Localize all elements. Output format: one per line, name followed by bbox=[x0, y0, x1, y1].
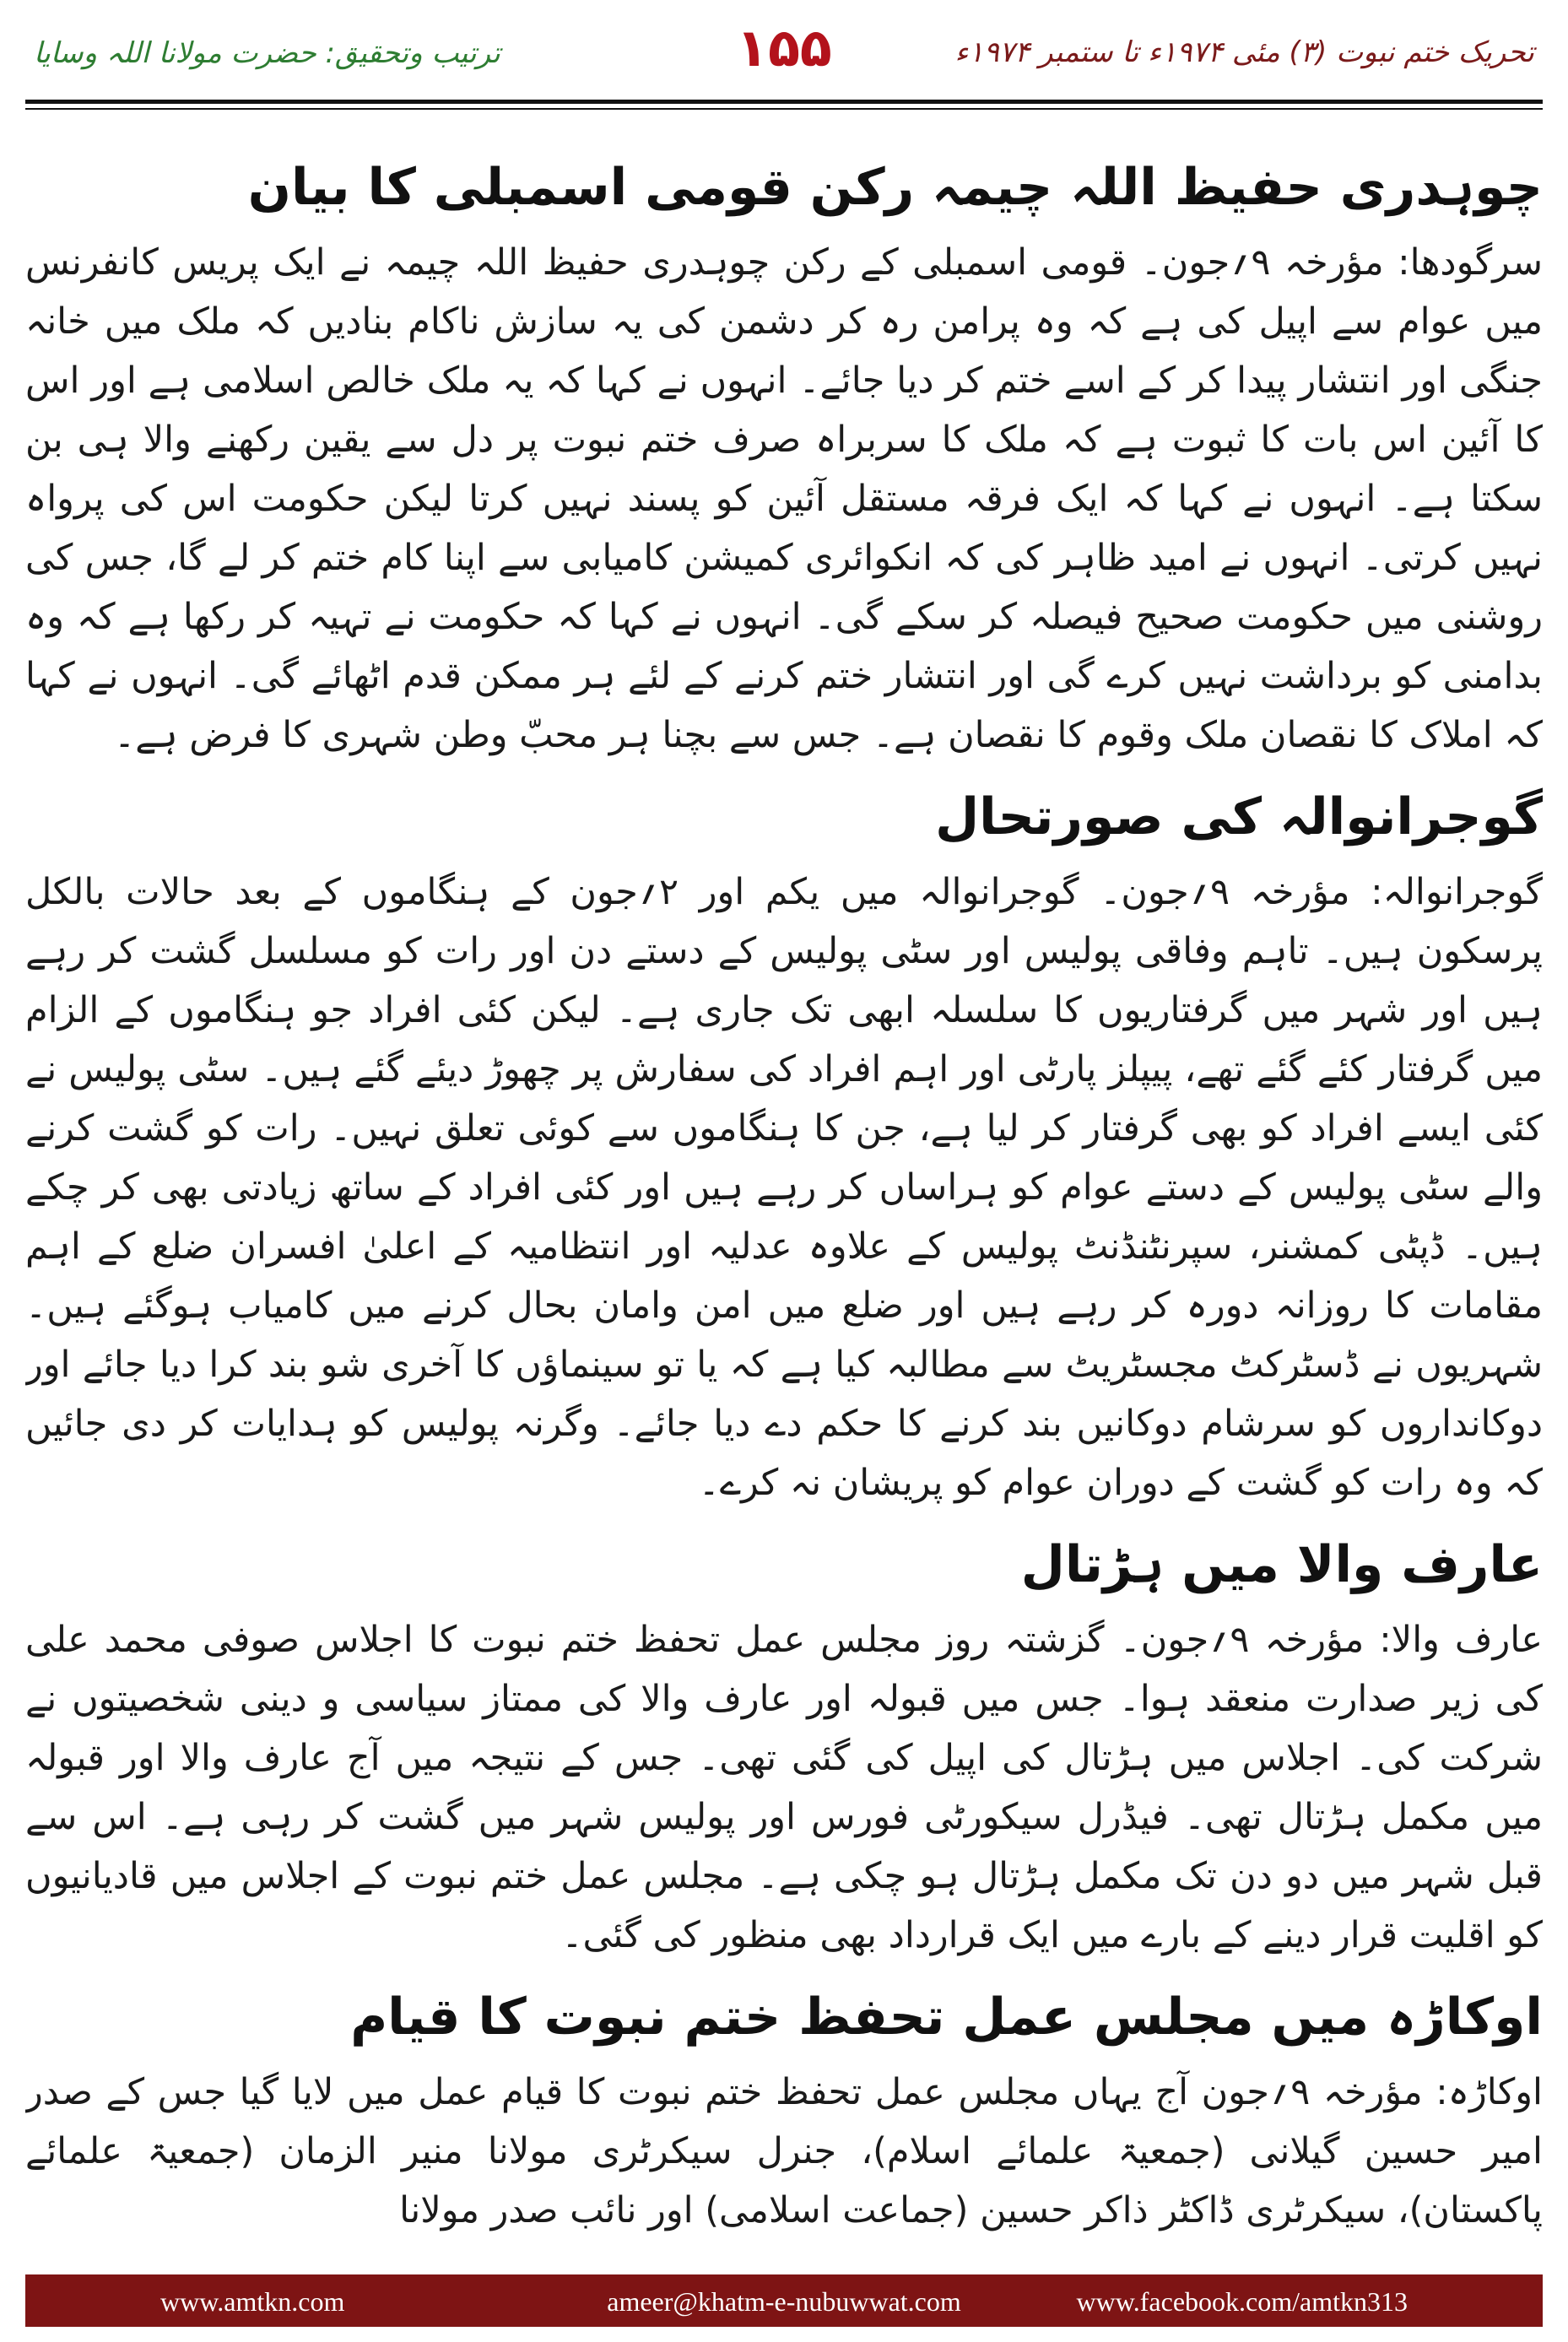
section-heading-okara: اوکاڑہ میں مجلس عمل تحفظ ختم نبوت کا قیام bbox=[350, 1988, 1543, 2047]
header-rule-thin bbox=[25, 108, 1543, 110]
section-paragraph: عارف والا: مؤرخہ ۹؍جون۔ گزشتہ روز مجلس عمل تحفظ ختم نبوت کا اجلاس صوفی محمد علی کی زیر صدارت منعقد ہوا۔ جس میں قبولہ اور عارف والا کی ممتاز سیاسی و دینی شخصیتوں نے شرکت کی۔ اجلاس میں ہڑتال کی اپیل کی گئی تھی۔ جس کے نتیجہ میں آج عارف والا اور قبولہ میں مکمل ہڑتال تھی۔ فیڈرل سیکورٹی فورس اور پولیس شہر میں گشت کر رہی ہے۔ اس سے قبل شہر میں دو دن تک مکمل ہڑتال ہو چکی ہے۔ مجلس عمل ختم نبوت کے اجلاس میں قادیانیوں کو اقلیت قرار دینے کے بارے میں ایک قرارداد بھی منظور کی گئی۔ bbox=[25, 1619, 1543, 1956]
section-paragraph: اوکاڑہ: مؤرخہ ۹؍جون آج یہاں مجلس عمل تحفظ ختم نبوت کا قیام عمل میں لایا گیا جس کے صدر امیر حسین گیلانی (جمعیۃ علمائے اسلام)، جنرل سیکرٹری مولانا منیر الزمان (جمعیۃ علمائے پاکستان)، سیکرٹری ڈاکٹر ذاکر حسین (جماعت اسلامی) اور نائب صدر مولانا bbox=[25, 2071, 1543, 2231]
page-header bbox=[0, 0, 1568, 118]
section-heading-arifwala: عارف والا میں ہڑتال bbox=[1020, 1535, 1543, 1594]
compiler-credit: ترتیب وتحقیق: حضرت مولانا اللہ وسایا bbox=[34, 36, 500, 70]
section-heading-chaudhry-hafeezullah: چوہدری حفیظ اللہ چیمہ رکن قومی اسمبلی کا بیان bbox=[247, 158, 1543, 217]
page-number: ۱۵۵ bbox=[736, 17, 832, 78]
page-footer bbox=[0, 2241, 1568, 2342]
website-link[interactable]: www.amtkn.com bbox=[160, 2286, 345, 2317]
section-heading-gujranwala: گوجرانوالہ کی صورتحال bbox=[935, 787, 1543, 846]
section-paragraph: سرگودھا: مؤرخہ ۹؍جون۔ قومی اسمبلی کے رکن چوہدری حفیظ اللہ چیمہ نے ایک پریس کانفرنس میں عوام سے اپیل کی ہے کہ وہ پرامن رہ کر دشمن کی یہ سازش ناکام بنادیں کہ ملک میں خانہ جنگی اور انتشار پیدا کر کے اسے ختم کر دیا جائے۔ انہوں نے کہا کہ یہ ملک خالص اسلامی ہے اور اس کا آئین اس بات کا ثبوت ہے کہ ملک کا سربراہ صرف ختم نبوت پر دل سے یقین رکھنے والا ہی بن سکتا ہے۔ انہوں نے کہا کہ ایک فرقہ مستقل آئین کو پسند نہیں کرتا لیکن حکومت اس کی پرواہ نہیں کرتی۔ انہوں نے امید ظاہر کی کہ انکوائری کمیشن کامیابی سے اپنا کام ختم کر لے گا، جس کی روشنی میں حکومت صحیح فیصلہ کر سکے گی۔ انہوں نے کہا کہ حکومت نے تہیہ کر رکھا ہے کہ وہ بدامنی کو برداشت نہیں کرے گی اور انتشار ختم کرنے کے لئے ہر ممکن قدم اٹھائے گی۔ انہوں نے کہا کہ املاک کا نقصان ملک وقوم کا نقصان ہے۔ جس سے بچنا ہر محبّ وطن شہری کا فرض ہے۔ bbox=[25, 241, 1543, 756]
book-title-running-head: تحریک ختم نبوت (۳) مئی ۱۹۷۴ء تا ستمبر ۱۹۷۴ء bbox=[954, 35, 1534, 69]
email-link[interactable]: ameer@khatm-e-nubuwwat.com bbox=[607, 2286, 961, 2317]
header-rule-thick bbox=[25, 100, 1543, 104]
section-paragraph: گوجرانوالہ: مؤرخہ ۹؍جون۔ گوجرانوالہ میں یکم اور ۲؍جون کے ہنگاموں کے بعد حالات بالکل پرسکون ہیں۔ تاہم وفاقی پولیس اور سٹی پولیس کے دستے دن اور رات کو مسلسل گشت کر رہے ہیں اور شہر میں گرفتاریوں کا سلسلہ ابھی تک جاری ہے۔ لیکن کئی افراد جو ہنگاموں کے الزام میں گرفتار کئے گئے تھے، پیپلز پارٹی اور اہم افراد کی سفارش پر چھوڑ دیئے گئے ہیں۔ سٹی پولیس نے کئی ایسے افراد کو بھی گرفتار کر لیا ہے، جن کا ہنگاموں سے کوئی تعلق نہیں۔ رات کو گشت کرنے والے سٹی پولیس کے دستے عوام کو ہراساں کر رہے ہیں اور کئی افراد کے ساتھ زیادتی بھی کر چکے ہیں۔ ڈپٹی کمشنر، سپرنٹنڈنٹ پولیس کے علاوہ عدلیہ اور انتظامیہ کے اعلیٰ افسران ضلع کے اہم مقامات کا روزانہ دورہ کر رہے ہیں اور ضلع میں امن وامان بحال کرنے میں کامیاب ہوگئے ہیں۔ شہریوں نے ڈسٹرکٹ مجسٹریٹ سے مطالبہ کیا ہے کہ یا تو سینماؤں کا آخری شو بند کرا دیا جائے اور دوکانداروں کو سرشام دوکانیں بند کرنے کا حکم دے دیا جائے۔ وگرنہ پولیس کو ہدایات کر دی جائیں کہ وہ رات کو گشت کے دوران عوام کو پریشان نہ کرے۔ bbox=[25, 871, 1543, 1504]
facebook-link[interactable]: www.facebook.com/amtkn313 bbox=[1076, 2286, 1408, 2317]
page-body bbox=[25, 135, 1543, 2237]
